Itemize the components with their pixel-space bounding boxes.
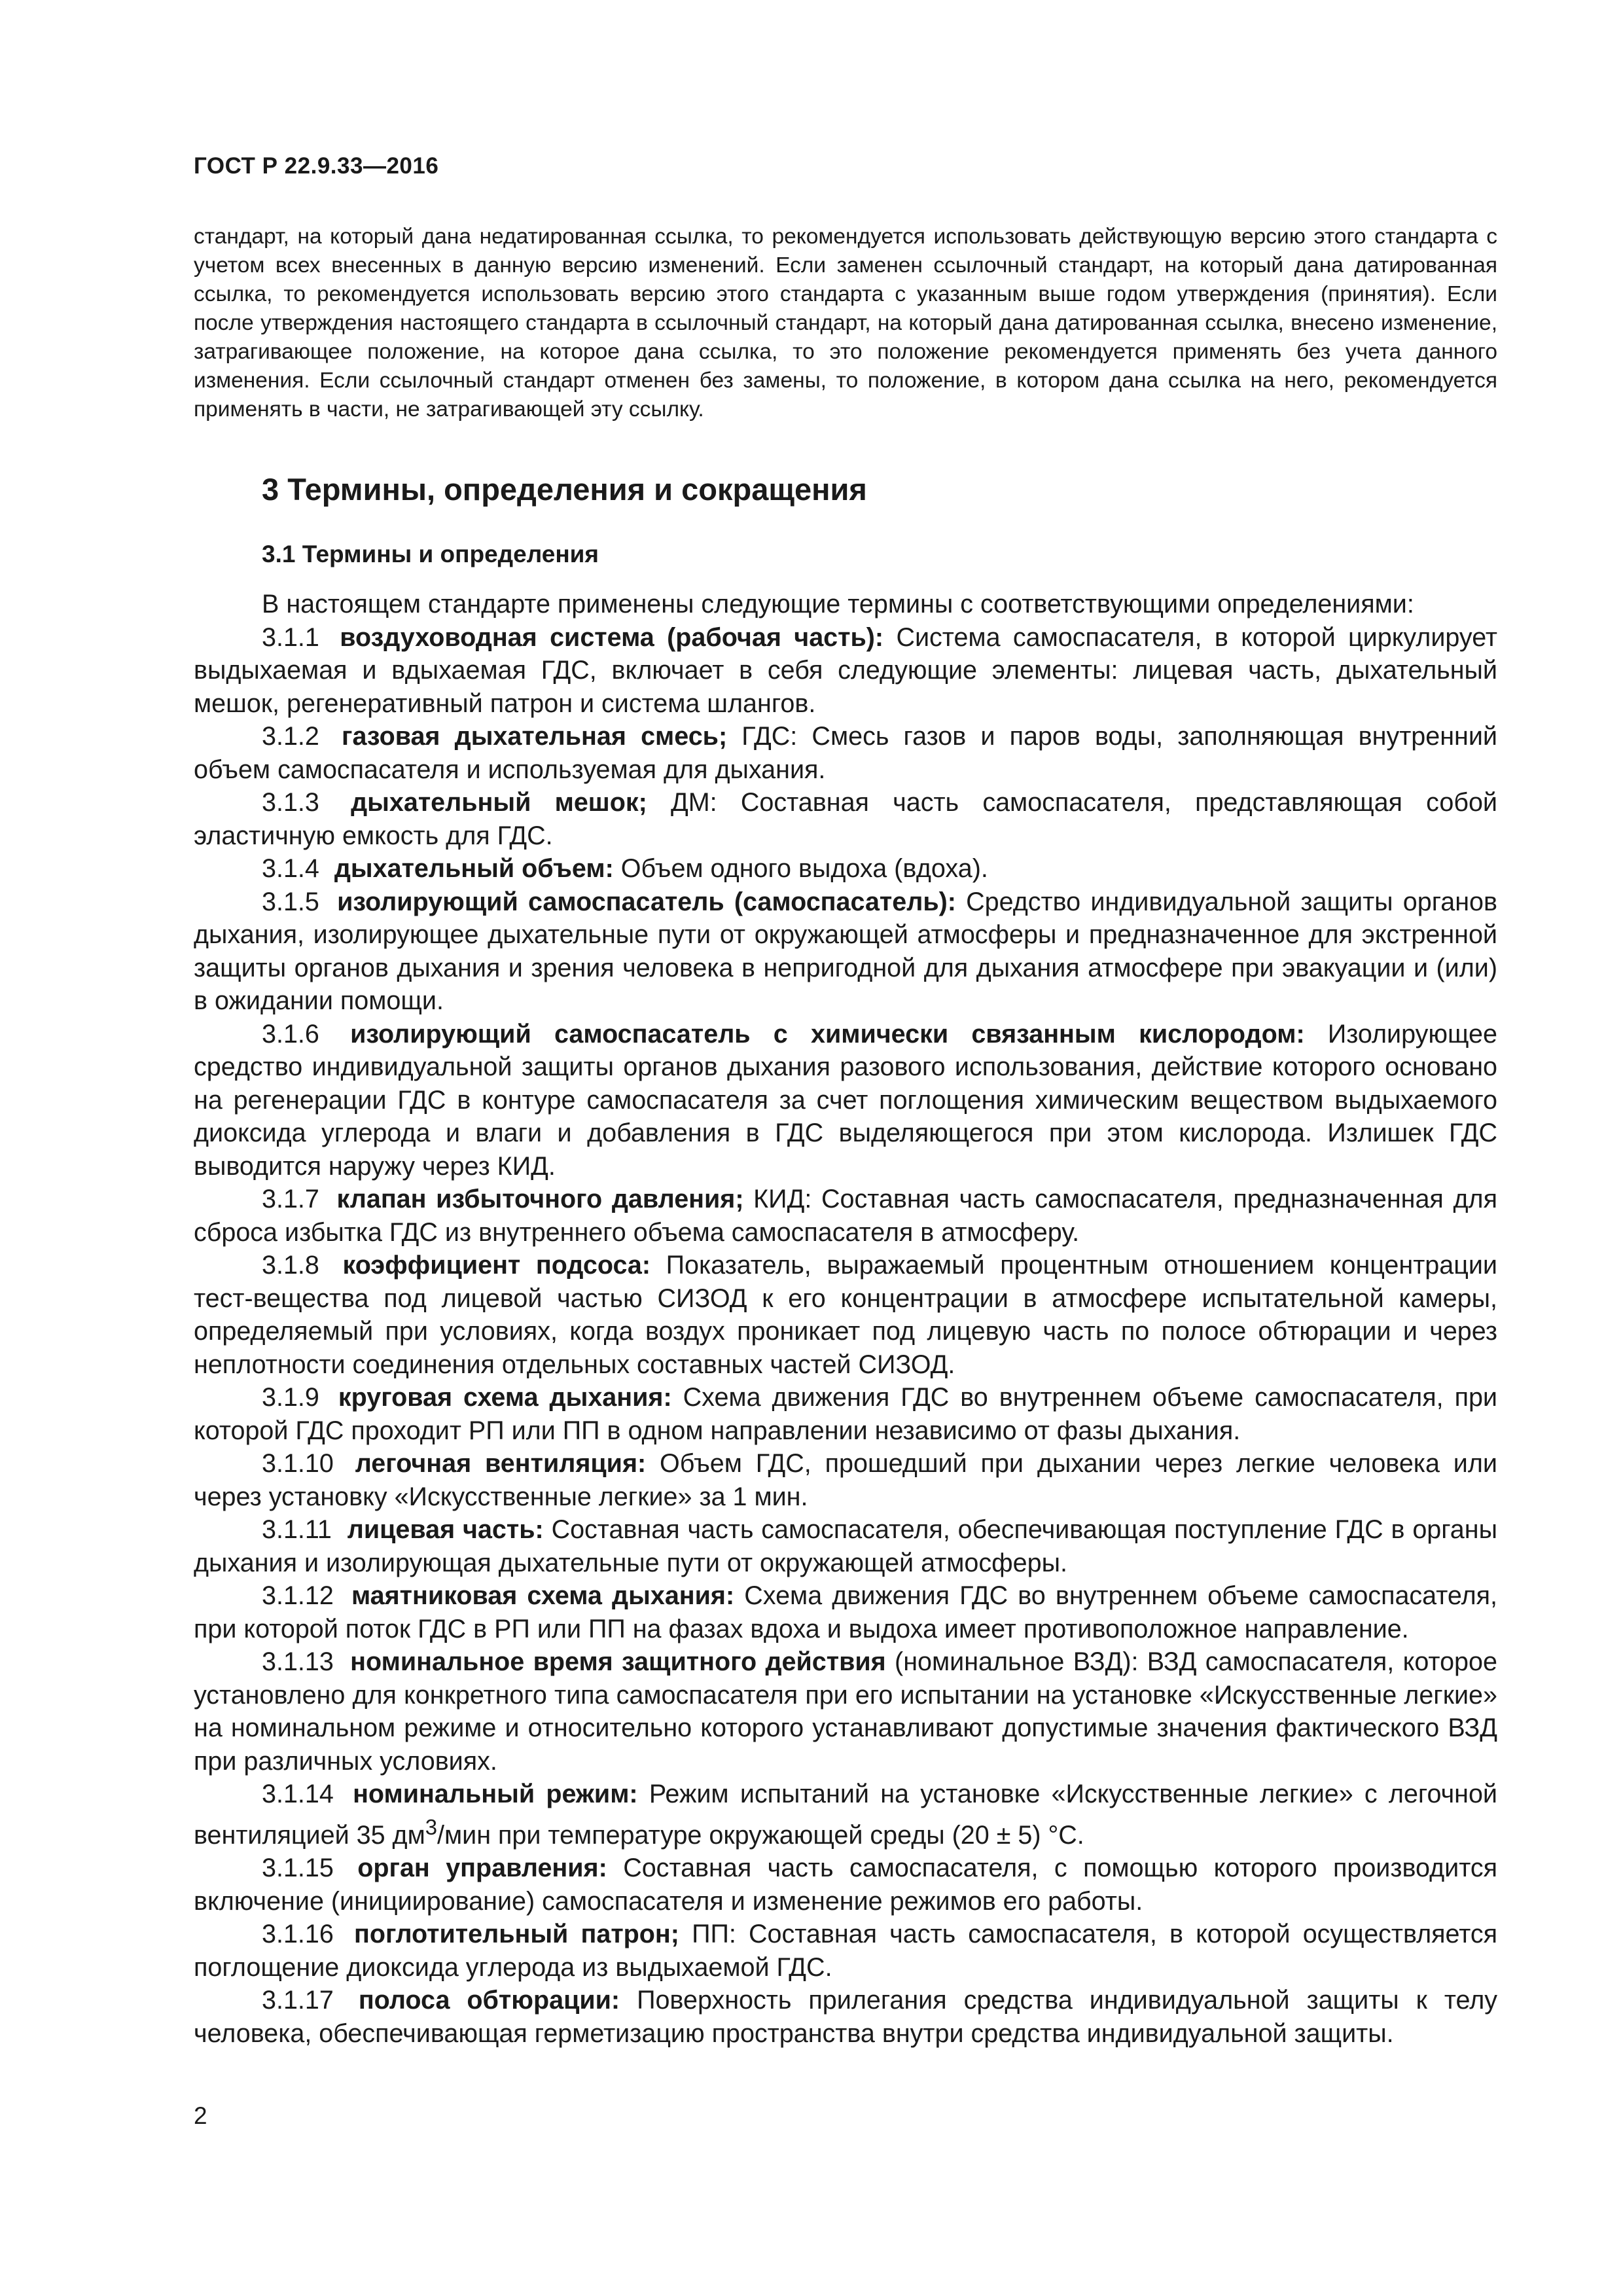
term-name: коэффициент подсоса: — [342, 1251, 651, 1280]
term-definition: ВЗД самоспасателя, которое установлено для конкретного типа самоспасателя при его испытании на установке «Искусственные легкие» на номинальном режиме и относительно которого устанавливают допустимые значения фактического ВЗД при различных условиях. — [194, 1647, 1497, 1776]
term-entry — [194, 852, 1497, 886]
term-number: 3.1.12 — [262, 1581, 334, 1610]
term-name: клапан избыточного давления; — [336, 1185, 744, 1213]
term-name: изолирующий самоспасатель с химически связанным кислородом: — [350, 1019, 1305, 1049]
term-name: легочная вентиляция: — [355, 1449, 647, 1478]
term-number: 3.1.9 — [262, 1383, 319, 1412]
term-number: 3.1.3 — [262, 788, 319, 817]
term-number: 3.1.17 — [262, 1986, 334, 2015]
term-definition: Схема движения ГДС во внутреннем объеме самоспасателя, при которой поток ГДС в РП или ПП на фазах вдоха и выдоха имеет противоположное направление. — [194, 1581, 1497, 1643]
term-number: 3.1.4 — [262, 854, 319, 883]
term-number: 3.1.2 — [262, 722, 319, 751]
term-entry — [194, 1447, 1497, 1513]
term-definition-part: Режим испытаний на установке «Искусственные легкие» с легочной вентиляцией 35 дм — [194, 1780, 1497, 1850]
term-abbreviation: ДМ: — [671, 788, 717, 817]
term-number: 3.1.6 — [262, 1019, 319, 1049]
term-number: 3.1.10 — [262, 1449, 334, 1478]
section-title: 3 Термины, определения и сокращения — [262, 472, 867, 507]
term-abbreviation: (номинальное ВЗД): — [895, 1647, 1139, 1676]
term-definition: Поверхность прилегания средства индивидуальной защиты к телу человека, обеспечивающая герметизацию пространства внутри средства индивидуальной защиты. — [194, 1986, 1498, 2048]
term-abbreviation: ПП: — [692, 1920, 736, 1949]
term-number: 3.1.1 — [262, 622, 319, 652]
term-definition: Смесь газов и паров воды, заполняющая внутренний объем самоспасателя и используемая для дыхания. — [194, 722, 1497, 784]
term-name: лицевая часть: — [347, 1515, 544, 1544]
term-number: 3.1.11 — [262, 1515, 332, 1544]
term-definition: Изолирующее средство индивидуальной защиты органов дыхания разового использования, действие которого основано на регенерации ГДС в контуре самоспасателя за счет поглощения химическим веществом выдыхаемого диоксида углерода и влаги и добавления в ГДС выделяющегося при этом кислорода. Излишек ГДС выводится наружу через КИД. — [194, 1019, 1497, 1181]
term-entry — [194, 1984, 1497, 2050]
term-definition: Система самоспасателя, в которой циркулирует выдыхаемая и вдыхаемая ГДС, включает в себя следующие элементы: лицевая часть, дыхательный мешок, регенеративный патрон и система шлангов. — [194, 622, 1497, 718]
term-definition: Составная часть самоспасателя, с помощью которого производится включение (инициирование) самоспасателя и изменение режимов его работы. — [194, 1854, 1497, 1916]
term-name: поглотительный патрон; — [353, 1920, 679, 1949]
term-name: изолирующий самоспасатель (самоспасатель): — [337, 887, 956, 916]
term-entry — [194, 886, 1497, 1018]
term-definition: Составная часть самоспасателя, обеспечивающая поступление ГДС в органы дыхания и изолирующая дыхательные пути от окружающей атмосферы. — [194, 1515, 1497, 1577]
term-entry — [194, 786, 1497, 852]
terms-body — [194, 588, 1497, 2050]
term-definition-part: /мин при температуре окружающей среды (20 ± 5) °С. — [437, 1820, 1084, 1850]
term-number: 3.1.14 — [262, 1780, 334, 1808]
term-definition: Составная часть самоспасателя, в которой осуществляется поглощение диоксида углерода из выдыхаемой ГДС. — [194, 1920, 1497, 1982]
term-entry — [194, 1183, 1497, 1249]
superscript: 3 — [425, 1814, 438, 1839]
term-name: номинальный режим: — [353, 1780, 638, 1808]
term-entry — [194, 1249, 1497, 1381]
term-entry — [194, 1852, 1497, 1918]
term-name: маятниковая схема дыхания: — [351, 1581, 735, 1610]
term-entry — [194, 720, 1497, 786]
term-entry — [194, 1513, 1497, 1579]
term-name: полоса обтюрации: — [358, 1986, 620, 2015]
term-number: 3.1.16 — [262, 1920, 334, 1949]
term-name: газовая дыхательная смесь; — [342, 722, 728, 751]
term-name: дыхательный мешок; — [351, 788, 647, 817]
document-header-code: ГОСТ Р 22.9.33—2016 — [194, 153, 439, 179]
terms-lead: В настоящем стандарте применены следующие термины с соответствующими определениями: — [262, 590, 1414, 619]
term-number: 3.1.15 — [262, 1854, 334, 1883]
term-definition: Составная часть самоспасателя, предназначенная для сброса избытка ГДС из внутреннего объема самоспасателя в атмосферу. — [194, 1185, 1497, 1247]
term-number: 3.1.5 — [262, 887, 319, 916]
term-number: 3.1.13 — [262, 1647, 334, 1676]
term-abbreviation: ГДС: — [741, 722, 798, 751]
subsection-title: 3.1 Термины и определения — [262, 541, 599, 567]
intro-paragraph: стандарт, на который дана недатированная ссылка, то рекомендуется использовать действующую версию этого стандарта с учетом всех внесенных в данную версию изменений. Если заменен ссылочный стандарт, на который дана датированная ссылка, то рекомендуется использовать версию этого стандарта с указанным выше годом утверждения (принятия). Если после утверждения настоящего стандарта в ссылочный стандарт, на который дана датированная ссылка, внесено изменение, затрагивающее положение, на которое дана ссылка, то это положение рекомендуется применять без учета данного изменения. Если ссылочный стандарт отменен без замены, то положение, в котором дана ссылка на него, рекомендуется применять в части, не затрагивающей эту ссылку. — [194, 224, 1497, 422]
term-definition: Схема движения ГДС во внутреннем объеме самоспасателя, при которой ГДС проходит РП или ПП в одном направлении независимо от фазы дыхания. — [194, 1383, 1497, 1445]
term-entry — [194, 1579, 1497, 1645]
term-definition: Объем ГДС, прошедший при дыхании через легкие человека или через установку «Искусственные легкие» за 1 мин. — [194, 1449, 1497, 1511]
page-number: 2 — [194, 2102, 207, 2129]
term-entry — [194, 1018, 1497, 1183]
term-number: 3.1.8 — [262, 1251, 319, 1280]
term-entry — [194, 1918, 1497, 1984]
term-number: 3.1.7 — [262, 1185, 319, 1213]
term-name: орган управления: — [357, 1854, 607, 1883]
term-entry — [194, 1645, 1497, 1778]
term-name: дыхательный объем: — [334, 854, 614, 883]
term-definition: Составная часть самоспасателя, представляющая собой эластичную емкость для ГДС. — [194, 788, 1497, 850]
term-abbreviation: КИД: — [753, 1185, 812, 1213]
term-name: воздуховодная система (рабочая часть): — [340, 622, 884, 652]
term-name: круговая схема дыхания: — [338, 1383, 672, 1412]
term-entry — [194, 1778, 1497, 1852]
term-name: номинальное время защитного действия — [350, 1647, 886, 1676]
term-entry — [194, 1381, 1497, 1447]
term-definition: Объем одного выдоха (вдоха). — [620, 854, 988, 883]
term-definition: Показатель, выражаемый процентным отношением концентрации тест-вещества под лицевой частью СИЗОД к его концентрации в атмосфере испытательной камеры, определяемый при условиях, когда воздух проникает под лицевую часть по полосе обтюрации и через неплотности соединения отдельных составных частей СИЗОД. — [194, 1251, 1497, 1379]
term-definition: Средство индивидуальной защиты органов дыхания, изолирующее дыхательные пути от окружающей атмосферы и предназначенное для экстренной защиты органов дыхания и зрения человека в непригодной для дыхания атмосфере при эвакуации и (или) в ожидании помощи. — [194, 887, 1497, 1015]
term-entry — [194, 621, 1497, 721]
